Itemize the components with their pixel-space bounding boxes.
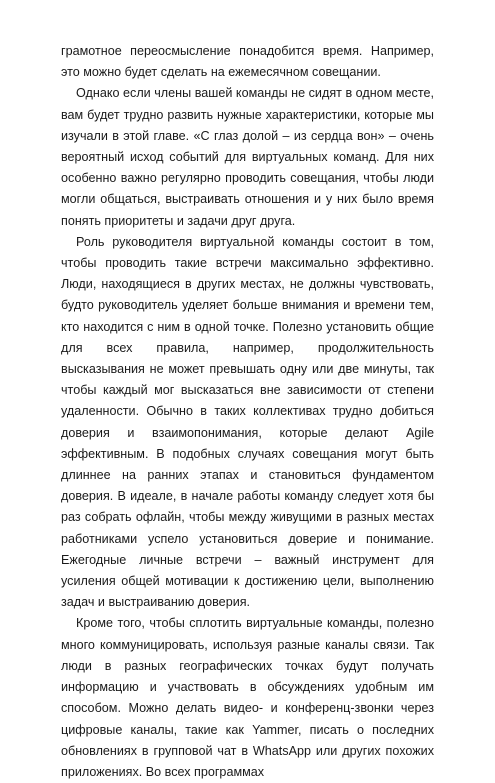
- paragraph-1: грамотное переосмысление понадобится время. Например, это можно будет сделать на ежемесячном совещании.: [61, 44, 434, 80]
- paragraph-3: Роль руководителя виртуальной команды состоит в том, чтобы проводить такие встречи максимально эффективно. Люди, находящиеся в других местах, не должны чувствовать, будто руководитель уделяет больше внимания и времени тем, кто находится с ним в одной точке. Полезно установить общие для всех правила, например, продолжительность высказывания не может превышать одну или две минуты, так чтобы каждый мог высказаться вне зависимости от степени удаленности. Обычно в таких коллективах трудно добиться доверия и взаимопонимания, которые делают Agile эффективным. В подобных случаях совещания могут быть длиннее на ранних этапах и становиться фундаментом доверия. В идеале, в начале работы команду следует хотя бы раз собрать офлайн, чтобы между живущими в разных местах работниками успело установиться доверие и понимание. Ежегодные личные встречи – важный инструмент для усиления общей мотивации к достижению цели, выполнению задач и выстраиванию доверия.: [61, 234, 434, 610]
- page-body: [61, 41, 434, 783]
- paragraph-4: Кроме того, чтобы сплотить виртуальные команды, полезно много коммуницировать, используя разные каналы связи. Так люди в разных географических точках будут получать информацию и участвовать в обсуждениях удобным им способом. Можно делать видео- и конференц-звонки через цифровые каналы, такие как Yammer, писать о последних обновлениях в групповой чат в WhatsApp или других похожих приложениях. Во всех программах: [61, 616, 434, 779]
- paragraph-2: Однако если члены вашей команды не сидят в одном месте, вам будет трудно развить нужные характеристики, которые мы изучали в этой главе. «С глаз долой – из сердца вон» – очень вероятный исход событий для виртуальных команд. Для них особенно важно регулярно проводить совещания, чтобы люди могли общаться, выстраивать отношения и у них было время понять приоритеты и задачи друг друга.: [61, 86, 434, 228]
